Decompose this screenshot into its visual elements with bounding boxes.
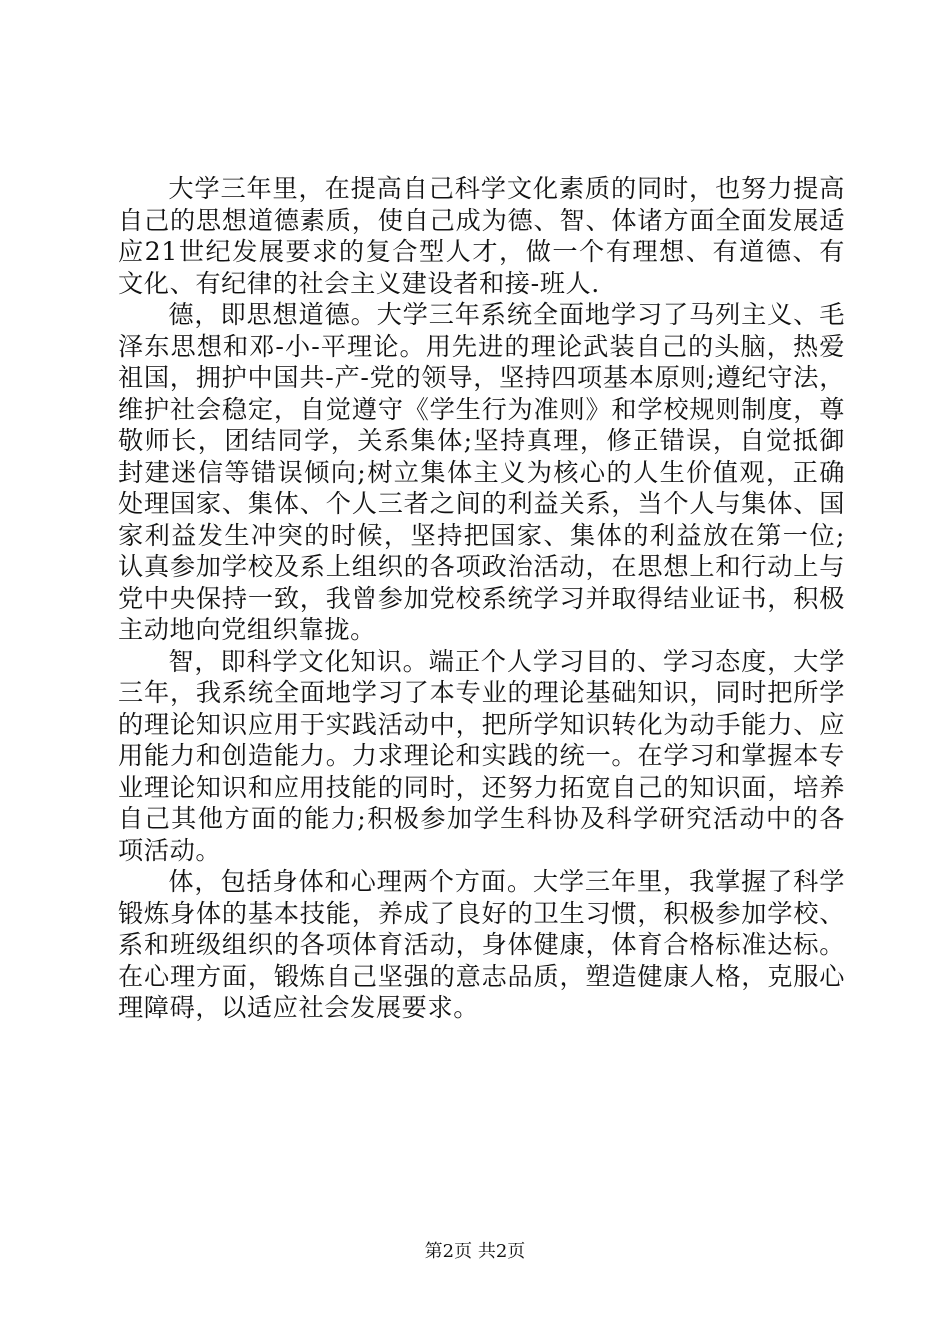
paragraph-physical: 体，包括身体和心理两个方面。大学三年里，我掌握了科学锻炼身体的基本技能，养成了良好的卫生习惯，积极参加学校、系和班级组织的各项体育活动，身体健康，体育合格标准达标。在心理方面，锻炼自己坚强的意志品质，塑造健康人格，克服心理障碍，以适应社会发展要求。 — [118, 867, 845, 1022]
paragraph-intellect: 智，即科学文化知识。端正个人学习目的、学习态度，大学三年，我系统全面地学习了本专业的理论基础知识，同时把所学的理论知识应用于实践活动中，把所学知识转化为动手能力、应用能力和创造能力。力求理论和实践的统一。在学习和掌握本专业理论知识和应用技能的同时，还努力拓宽自己的知识面，培养自己其他方面的能力;积极参加学生科协及科学研究活动中的各项活动。 — [118, 646, 845, 865]
paragraph-morality: 德，即思想道德。大学三年系统全面地学习了马列主义、毛泽东思想和邓-小-平理论。用先进的理论武装自己的头脑，热爱祖国，拥护中国共-产-党的领导，坚持四项基本原则;遵纪守法，维护社会稳定，自觉遵守《学生行为准则》和学校规则制度，尊敬师长，团结同学，关系集体;坚持真理，修正错误，自觉抵御封建迷信等错误倾向;树立集体主义为核心的人生价值观，正确处理国家、集体、个人三者之间的利益关系，当个人与集体、国家利益发生冲突的时候，坚持把国家、集体的利益放在第一位;认真参加学校及系上组织的各项政治活动，在思想上和行动上与党中央保持一致，我曾参加党校系统学习并取得结业证书，积极主动地向党组织靠拢。 — [118, 300, 845, 644]
page-footer: 第2页 共2页 — [424, 1241, 526, 1262]
paragraph-intro: 大学三年里，在提高自己科学文化素质的同时，也努力提高自己的思想道德素质，使自己成为德、智、体诸方面全面发展适应21世纪发展要求的复合型人才，做一个有理想、有道德、有文化、有纪律的社会主义建设者和接-班人. — [118, 174, 845, 298]
document-body — [118, 173, 845, 1024]
